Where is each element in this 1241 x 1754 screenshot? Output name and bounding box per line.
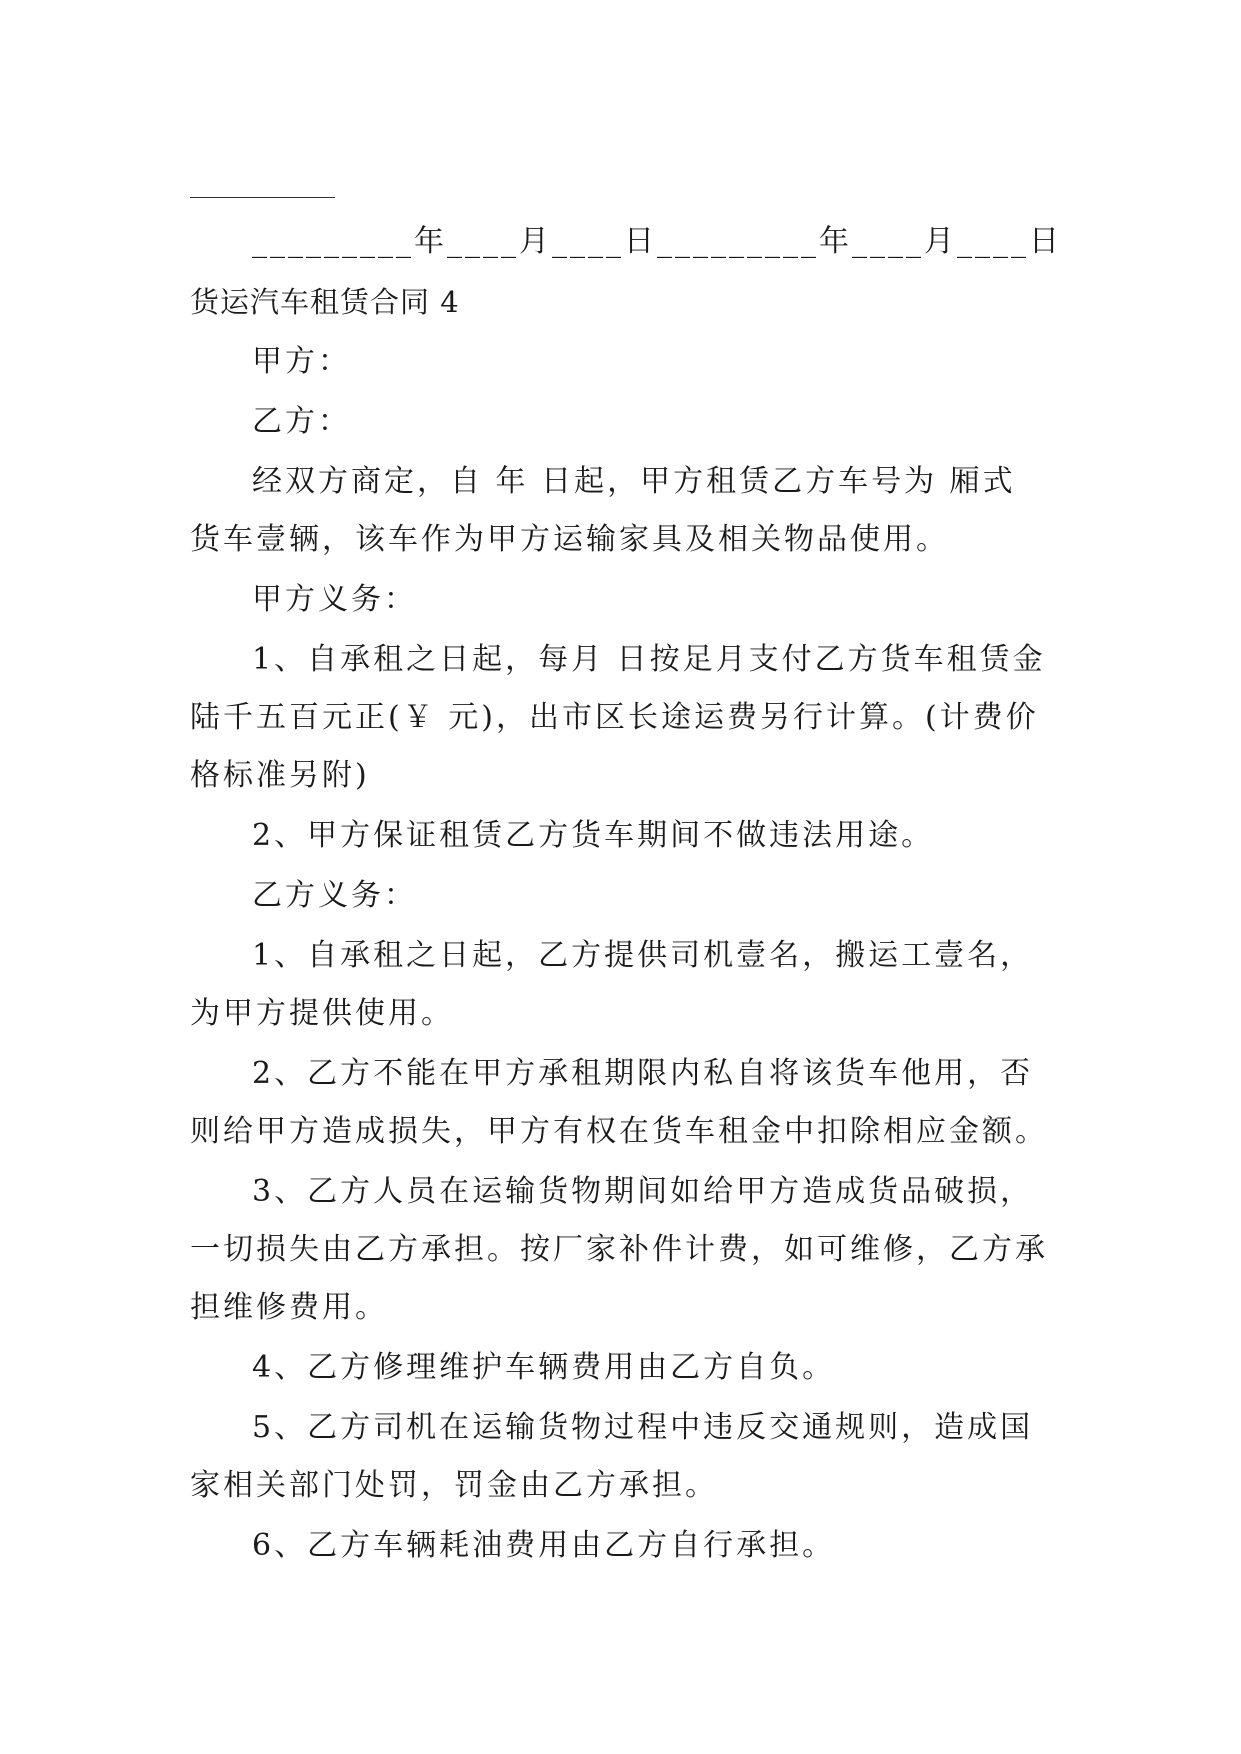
party-b-duties-heading: 乙方义务： (252, 878, 417, 913)
party-b-duty-3-line-2: 一切损失由乙方承担。按厂家补件计费，如可维修，乙方承 (190, 1232, 1048, 1267)
party-b-label: 乙方： (252, 404, 351, 439)
party-b-duty-4: 4、乙方修理维护车辆费用由乙方自负。 (252, 1350, 836, 1385)
document-title: 货运汽车租赁合同 4 (190, 285, 460, 319)
party-b-duty-3-line-3: 担维修费用。 (190, 1290, 388, 1325)
party-b-duty-1-line-1: 1、自承租之日起，乙方提供司机壹名，搬运工壹名， (252, 938, 1034, 973)
party-b-duty-5-line-2: 家相关部门处罚，罚金由乙方承担。 (190, 1468, 718, 1503)
intro-paragraph-line-1: 经双方商定，自 年 日起，甲方租赁乙方车号为 厢式 (252, 464, 1016, 499)
party-b-duty-3-line-1: 3、乙方人员在运输货物期间如给甲方造成货品破损， (252, 1174, 1034, 1209)
party-a-duty-2: 2、甲方保证租赁乙方货车期间不做违法用途。 (252, 818, 935, 853)
party-a-duty-1-line-2: 陆千五百元正(￥ 元)，出市区长途运费另行计算。(计费价 (190, 700, 1039, 735)
party-b-duty-2-line-1: 2、乙方不能在甲方承租期限内私自将该货车他用，否 (252, 1056, 1034, 1091)
party-b-duty-5-line-1: 5、乙方司机在运输货物过程中违反交通规则，造成国 (252, 1410, 1034, 1445)
party-a-duties-heading: 甲方义务： (252, 582, 417, 617)
party-a-duty-1-line-1: 1、自承租之日起，每月 日按足月支付乙方货车租赁金 (252, 642, 1046, 677)
date-line: _________年____月____日_________年____月____日 (252, 224, 1062, 259)
party-b-duty-2-line-2: 则给甲方造成损失，甲方有权在货车租金中扣除相应金额。 (190, 1114, 1048, 1149)
party-a-duty-1-line-3: 格标准另附) (190, 758, 370, 793)
intro-paragraph-line-2: 货车壹辆，该车作为甲方运输家具及相关物品使用。 (190, 522, 949, 557)
party-a-label: 甲方： (252, 344, 351, 379)
party-b-duty-6: 6、乙方车辆耗油费用由乙方自行承担。 (252, 1528, 836, 1563)
party-b-duty-1-line-2: 为甲方提供使用。 (190, 996, 454, 1031)
signature-blank-line (190, 197, 335, 198)
